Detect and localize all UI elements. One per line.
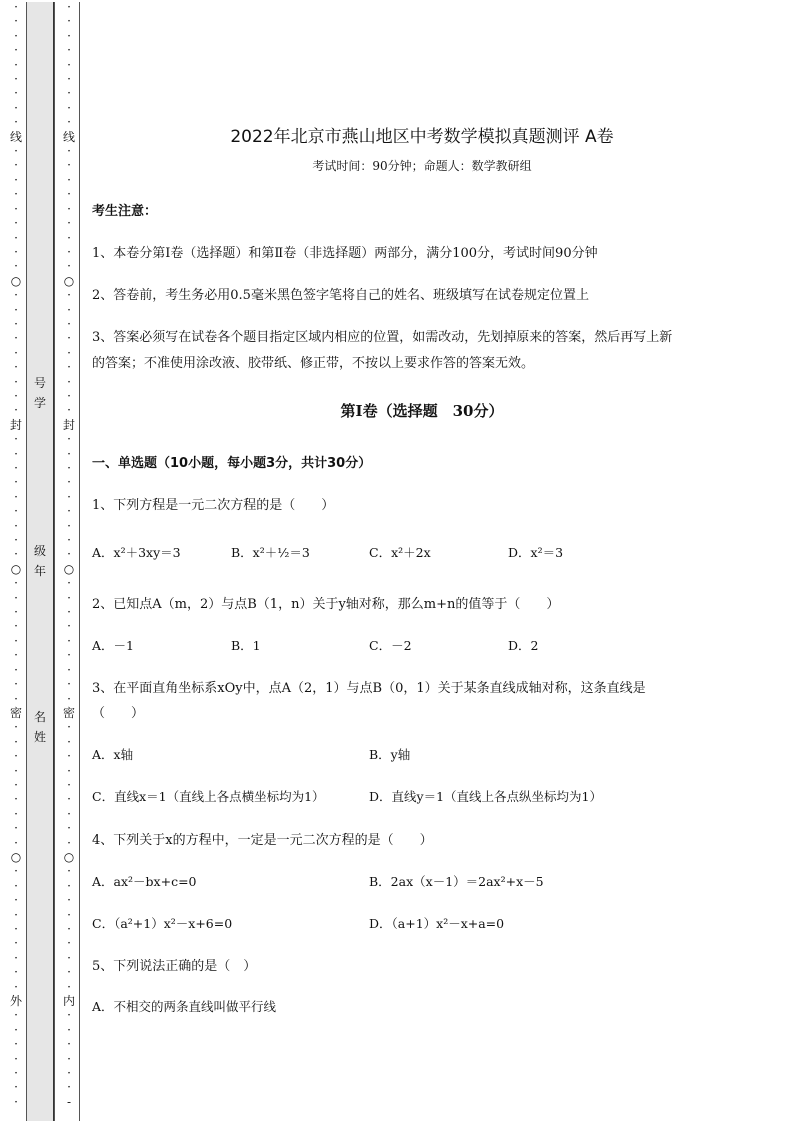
inner-mark: ·	[67, 950, 71, 965]
inner-mark: ○	[63, 273, 75, 288]
inner-mark: ·	[67, 533, 71, 548]
inner-mark: 内	[62, 994, 75, 1009]
outer-mark: ·	[14, 691, 18, 706]
section-title: 第I卷（选择题 30分）	[340, 402, 504, 420]
outer-mark: ·	[14, 777, 18, 792]
question-2-stem: 2、已知点A（m，2）与点B（1，n）关于y轴对称，那么m+n的值等于（ ）	[92, 597, 560, 612]
inner-mark: ·	[67, 691, 71, 706]
q2-option-b: B．1	[231, 638, 261, 653]
inner-mark: ·	[67, 72, 71, 87]
inner-mark: ·	[67, 633, 71, 648]
inner-mark: ·	[67, 893, 71, 908]
q1-option-c: C．x²＋2x	[369, 545, 431, 560]
inner-mark: ·	[67, 965, 71, 980]
inner-mark: ·	[67, 86, 71, 101]
inner-mark: ·	[67, 1051, 71, 1066]
outer-mark: ·	[14, 360, 18, 375]
inner-mark: 封	[62, 417, 75, 432]
outer-mark: ·	[14, 201, 18, 216]
q4-option-a: A．ax²－bx+c=0	[92, 874, 197, 889]
outer-mark: ·	[14, 461, 18, 475]
notice-item-1: 1、本卷分第I卷（选择题）和第Ⅱ卷（非选择题）两部分，满分100分，考试时间90分钟	[92, 246, 598, 261]
q4-option-b: B．2ax（x－1）＝2ax²+x－5	[369, 874, 544, 889]
outer-mark: ·	[14, 28, 18, 43]
inner-mark: ·	[67, 590, 71, 605]
outer-mark: ·	[14, 302, 18, 317]
outer-mark: ·	[14, 648, 18, 663]
outer-mark: ·	[14, 979, 18, 994]
outer-mark: ·	[14, 965, 18, 980]
q3-option-b: B．y轴	[369, 747, 411, 762]
outer-mark: ○	[10, 273, 22, 288]
gutter-divider	[53, 2, 54, 1121]
outer-mark: ·	[14, 633, 18, 648]
inner-mark: ·	[67, 14, 71, 29]
notice-item-3: 3、答案必须写在试卷各个题目指定区域内相应的位置，如需改动，先划掉原来的答案，然后再写上新	[92, 330, 673, 345]
outer-mark: ·	[14, 1080, 18, 1095]
outer-mark: ·	[14, 835, 18, 850]
inner-mark: ·	[67, 835, 71, 850]
notice-item-3-cont: 的答案；不准使用涂改液、胶带纸、修正带，不按以上要求作答的答案无效。	[92, 356, 535, 371]
q2-option-a: A．－1	[92, 638, 134, 653]
inner-mark: ·	[67, 144, 71, 159]
label-xingming-2: 姓	[33, 730, 46, 744]
outer-mark: ·	[14, 86, 18, 101]
q4-option-c: C．（a²+1）x²－x+6=0	[92, 916, 233, 931]
inner-mark: ·	[67, 907, 71, 922]
outer-mark: ·	[14, 216, 18, 231]
inner-mark: ·	[67, 662, 71, 677]
label-xingming-1: 名	[33, 710, 46, 724]
outer-mark: ·	[14, 821, 18, 836]
inner-mark: ·	[67, 1037, 71, 1052]
outer-mark: ·	[14, 259, 18, 274]
inner-mark: ·	[67, 403, 71, 418]
inner-mark: ·	[67, 374, 71, 389]
inner-mark: ·	[67, 821, 71, 836]
inner-mark: ·	[67, 244, 71, 259]
outer-mark: ·	[14, 172, 18, 187]
outer-mark: ·	[14, 662, 18, 677]
inner-mark: ·	[67, 360, 71, 375]
outer-mark: 线	[9, 129, 22, 144]
outer-mark: ·	[14, 1094, 18, 1109]
q3-option-d: D．直线y＝1（直线上各点纵坐标均为1）	[369, 789, 602, 804]
outer-seal-line	[8, 0, 24, 1123]
label-nianji-1: 级	[33, 544, 46, 558]
outer-mark: ·	[14, 446, 18, 461]
outer-mark: ·	[14, 489, 18, 504]
inner-mark: ·	[67, 864, 71, 879]
label-xuehao-1: 号	[33, 376, 46, 390]
outer-mark: ·	[14, 316, 18, 331]
outer-mark: ·	[14, 922, 18, 936]
inner-mark: ·	[67, 43, 71, 58]
outer-mark: ·	[14, 763, 18, 778]
outer-mark: 密	[9, 705, 22, 720]
label-nianji-2: 年	[33, 564, 46, 578]
inner-mark: ·	[67, 777, 71, 792]
label-xuehao-2: 学	[33, 396, 46, 410]
outer-mark: ·	[14, 749, 18, 764]
inner-mark: ·	[67, 979, 71, 994]
inner-mark: ·	[67, 720, 71, 735]
inner-mark: ·	[67, 0, 71, 14]
q5-option-a: A．不相交的两条直线叫做平行线	[92, 999, 277, 1014]
outer-mark: ·	[14, 158, 18, 173]
outer-mark: ·	[14, 619, 18, 634]
outer-mark: ·	[14, 403, 18, 418]
inner-mark: ·	[67, 922, 71, 936]
outer-mark: 封	[9, 417, 22, 432]
outer-mark: ·	[14, 1022, 18, 1037]
inner-mark: ○	[63, 849, 75, 864]
q1-option-a: A．x²＋3xy＝3	[92, 545, 181, 560]
q3-option-a: A．x轴	[92, 747, 134, 762]
inner-mark: ·	[67, 201, 71, 216]
exam-subtitle: 考试时间：90分钟；命题人：数学教研组	[312, 159, 532, 173]
inner-mark: ·	[67, 518, 71, 533]
inner-mark: ·	[67, 1022, 71, 1037]
inner-mark: ·	[67, 576, 71, 591]
outer-mark: ·	[14, 115, 18, 130]
outer-mark: ·	[14, 1051, 18, 1066]
outer-mark: ·	[14, 720, 18, 735]
outer-mark: ·	[14, 936, 18, 951]
outer-mark: ○	[10, 849, 22, 864]
inner-mark: ○	[63, 561, 75, 576]
content-border	[79, 2, 80, 1121]
q2-option-c: C．－2	[369, 638, 412, 653]
inner-mark: ·	[67, 461, 71, 475]
exam-title: 2022年北京市燕山地区中考数学模拟真题测评 A卷	[230, 127, 614, 147]
outer-mark: ·	[14, 72, 18, 87]
outer-mark: ·	[14, 878, 18, 893]
inner-mark: -	[66, 1094, 72, 1109]
question-3-stem-cont: （ ）	[92, 706, 145, 721]
outer-mark: ·	[14, 244, 18, 259]
outer-mark: ·	[14, 1008, 18, 1023]
outer-mark: ·	[14, 100, 18, 115]
outer-mark: ·	[14, 893, 18, 908]
outer-mark: ·	[14, 950, 18, 965]
inner-mark: ·	[67, 677, 71, 692]
q1-option-d: D．x²＝3	[508, 545, 564, 560]
outer-mark: ·	[14, 864, 18, 879]
outer-mark: ·	[14, 590, 18, 605]
inner-mark: ·	[67, 331, 71, 346]
outer-mark: ·	[14, 374, 18, 389]
inner-mark: ·	[67, 158, 71, 173]
inner-mark: ·	[67, 619, 71, 634]
outer-mark: ·	[14, 1066, 18, 1081]
outer-mark: ·	[14, 14, 18, 29]
outer-mark: ·	[14, 504, 18, 519]
inner-mark: ·	[67, 432, 71, 447]
outer-mark: ·	[14, 57, 18, 72]
q2-option-d: D．2	[508, 638, 539, 653]
outer-mark: ·	[14, 432, 18, 447]
inner-mark: ·	[67, 316, 71, 331]
inner-mark: ·	[67, 230, 71, 245]
outer-mark: ·	[14, 576, 18, 591]
inner-mark: ·	[67, 288, 71, 303]
inner-mark: ·	[67, 100, 71, 115]
inner-mark: ·	[67, 806, 71, 821]
outer-mark: ·	[14, 792, 18, 807]
inner-mark: ·	[67, 1008, 71, 1023]
outer-mark: ·	[14, 0, 18, 14]
q1-option-b: B．x²＋½＝3	[231, 545, 310, 560]
outer-mark: ·	[14, 605, 18, 620]
inner-mark: ·	[67, 547, 71, 562]
outer-mark: ·	[14, 187, 18, 202]
outer-mark: 外	[9, 994, 22, 1009]
outer-mark: ·	[14, 144, 18, 159]
inner-mark: ·	[67, 302, 71, 317]
inner-mark: ·	[67, 446, 71, 461]
inner-mark: ·	[67, 345, 71, 360]
inner-mark: ·	[67, 605, 71, 620]
outer-mark: ·	[14, 475, 18, 490]
inner-mark: ·	[67, 115, 71, 130]
outer-mark: ·	[14, 288, 18, 303]
inner-mark: ·	[67, 172, 71, 187]
notice-item-2: 2、答卷前，考生务必用0.5毫米黑色签字笔将自己的姓名、班级填写在试卷规定位置上	[92, 288, 589, 303]
inner-mark: ·	[67, 878, 71, 893]
outer-mark: ·	[14, 547, 18, 562]
inner-mark: ·	[67, 187, 71, 202]
inner-mark: ·	[67, 936, 71, 951]
outer-mark: ·	[14, 677, 18, 692]
outer-mark: ·	[14, 345, 18, 360]
outer-mark: ○	[10, 561, 22, 576]
inner-mark: ·	[67, 216, 71, 231]
inner-mark: ·	[67, 734, 71, 749]
inner-mark: ·	[67, 259, 71, 274]
part-title: 一、单选题（10小题，每小题3分，共计30分）	[92, 456, 372, 471]
inner-mark: ·	[67, 489, 71, 504]
inner-mark: ·	[67, 648, 71, 663]
inner-mark: ·	[67, 1066, 71, 1081]
outer-mark: ·	[14, 533, 18, 548]
outer-mark: ·	[14, 806, 18, 821]
inner-mark: ·	[67, 763, 71, 778]
outer-mark: ·	[14, 230, 18, 245]
inner-mark: ·	[67, 792, 71, 807]
inner-mark: 线	[62, 129, 75, 144]
question-4-stem: 4、下列关于x的方程中，一定是一元二次方程的是（ ）	[92, 833, 433, 848]
outer-mark: ·	[14, 43, 18, 58]
outer-mark: ·	[14, 734, 18, 749]
outer-mark: ·	[14, 1037, 18, 1052]
inner-mark: ·	[67, 28, 71, 43]
question-5-stem: 5、下列说法正确的是（ ）	[92, 959, 257, 974]
outer-mark: ·	[14, 331, 18, 346]
inner-mark: ·	[67, 749, 71, 764]
outer-mark: ·	[14, 518, 18, 533]
inner-mark: ·	[67, 388, 71, 403]
inner-mark: ·	[67, 1080, 71, 1095]
inner-mark: ·	[67, 504, 71, 519]
outer-mark: ·	[14, 907, 18, 922]
inner-mark: 密	[62, 705, 75, 720]
outer-mark: ·	[14, 388, 18, 403]
inner-seal-line	[61, 0, 77, 1123]
notice-heading: 考生注意：	[92, 204, 158, 219]
inner-mark: ·	[67, 57, 71, 72]
inner-mark: ·	[67, 475, 71, 490]
q3-option-c: C．直线x＝1（直线上各点横坐标均为1）	[92, 789, 325, 804]
question-3-stem: 3、在平面直角坐标系xOy中，点A（2，1）与点B（0，1）关于某条直线成轴对称，这条直线是	[92, 681, 646, 696]
question-1-stem: 1、下列方程是一元二次方程的是（ ）	[92, 498, 335, 513]
q4-option-d: D．（a+1）x²－x+a=0	[369, 916, 505, 931]
